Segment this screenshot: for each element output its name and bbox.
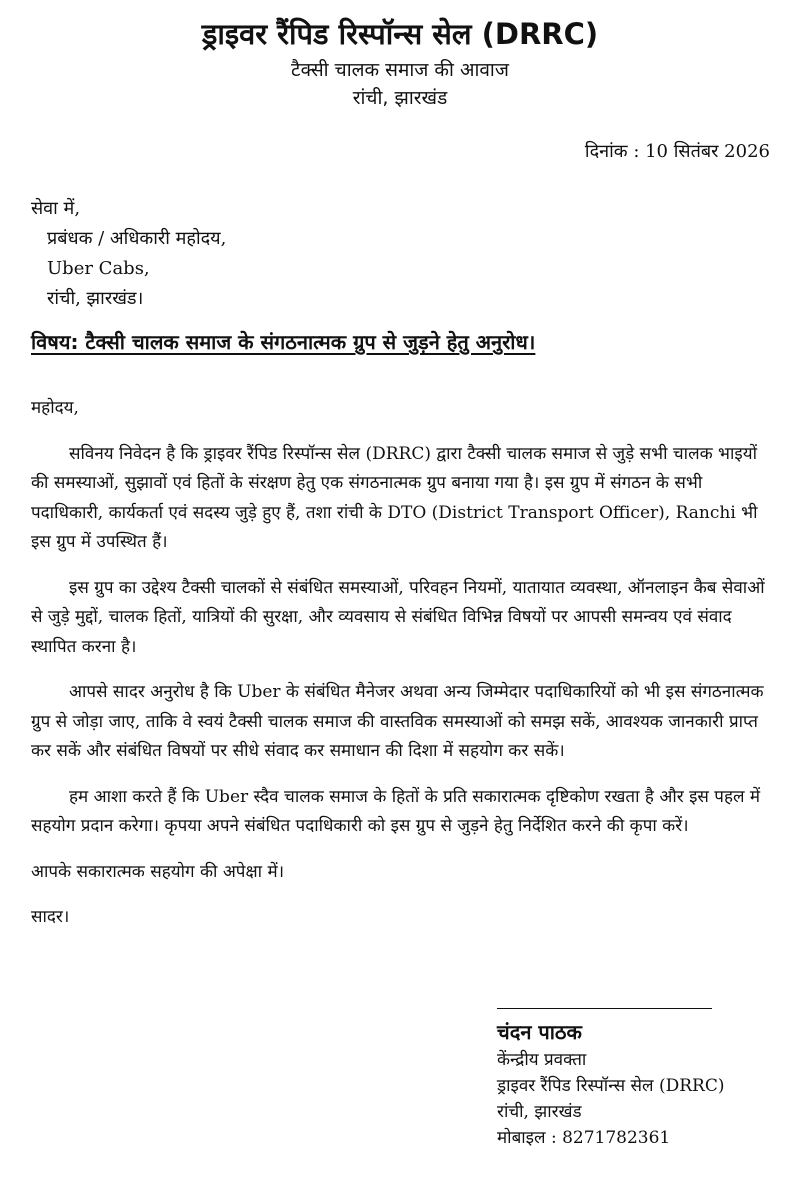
- signatory-org: ड्राइवर रैंपिड रिस्पॉन्स सेल (DRRC): [497, 1076, 725, 1096]
- org-tagline: टैक्सी चालक समाज की आवाज: [291, 59, 509, 81]
- letter-subject: विषय: टैक्सी चालक समाज के संगठनात्मक ग्रुप से जुड़ने हेतु अनुरोध।: [31, 330, 536, 354]
- recipient-address: [31, 194, 226, 314]
- paragraph-3: आपसे सादर अनुरोध है कि Uber के संबंधित मैनेजर अथवा अन्य जिम्मेदार पदाधिकारियों को भी इस संगठनात्मक ग्रुप से जोड़ा जाए, ताकि वे स्वयं टैक्सी चालक समाज की वास्तविक समस्याओं को समझ सकें, आवश्यक जानकारी प्राप्त कर सकें और संबंधित विषयों पर सीधे संवाद कर समाधान की दिशा में सहयोग कर सकें।: [31, 682, 764, 761]
- paragraph-2: इस ग्रुप का उद्देश्य टैक्सी चालकों से संबंधित समस्याओं, परिवहन नियमों, यातायात व्यवस्था, ऑनलाइन कैब सेवाओं से जुड़े मुद्दों, चालक हितों, यात्रियों की सुरक्षा, और व्यवसाय से संबंधित विभिन्न विषयों पर आपसी समन्वय एवं संवाद स्थापित करना है।: [31, 577, 765, 657]
- letter-date: दिनांक : 10 सितंबर 2026: [584, 141, 770, 162]
- paragraph-1: सविनय निवेदन है कि ड्राइवर रैंपिड रिस्पॉन्स सेल (DRRC) द्वारा टैक्सी चालक समाज से जुड़े सभी चालक भाइयों की समस्याओं, सुझावों एवं हितों के संरक्षण हेतु एक संगठनात्मक ग्रुप बनाया गया है। इस ग्रुप में संगठन के सभी पदाधिकारी, कार्यकर्ता एवं सदस्य जुड़े हुए हैं, तशा रांची के DTO (District Transport Officer), Ranchi भी इस ग्रुप में उपस्थित हैं।: [31, 443, 758, 552]
- paragraph-4: हम आशा करते हैं कि Uber स्दैव चालक समाज के हितों के प्रति सकारात्मक दृष्टिकोण रखता है और इस पहल में सहयोग प्रदान करेगा। कृपया अपने संबंधित पदाधिकारी को इस ग्रुप से जुड़ने हेतु निर्देशित करने की कृपा करें।: [31, 786, 761, 836]
- closing-regards: सादर।: [31, 907, 70, 927]
- letterhead: [0, 14, 800, 112]
- signature-line: [497, 1008, 712, 1009]
- org-location: रांची, झारखंड: [352, 87, 448, 109]
- signature-block: [497, 1008, 725, 1151]
- salutation: महोदय,: [31, 398, 79, 418]
- recipient-company: Uber Cabs,: [47, 258, 150, 279]
- org-name: ड्राइवर रैंपिड रिस्पॉन्स सेल (DRRC): [201, 17, 599, 51]
- recipient-city: रांची, झारखंड।: [47, 288, 144, 309]
- closing-line: आपके सकारात्मक सहयोग की अपेक्षा में।: [31, 861, 285, 882]
- letter-body: [31, 394, 776, 949]
- signatory-city: रांची, झारखंड: [497, 1102, 582, 1122]
- recipient-designation: प्रबंधक / अधिकारी महोदय,: [47, 228, 227, 249]
- signatory-mobile: मोबाइल : 8271782361: [497, 1128, 671, 1148]
- signatory-title: केंन्द्रीय प्रवक्ता: [497, 1050, 587, 1070]
- recipient-seva: सेवा में,: [31, 198, 81, 219]
- signatory-name: चंदन पाठक: [497, 1020, 582, 1044]
